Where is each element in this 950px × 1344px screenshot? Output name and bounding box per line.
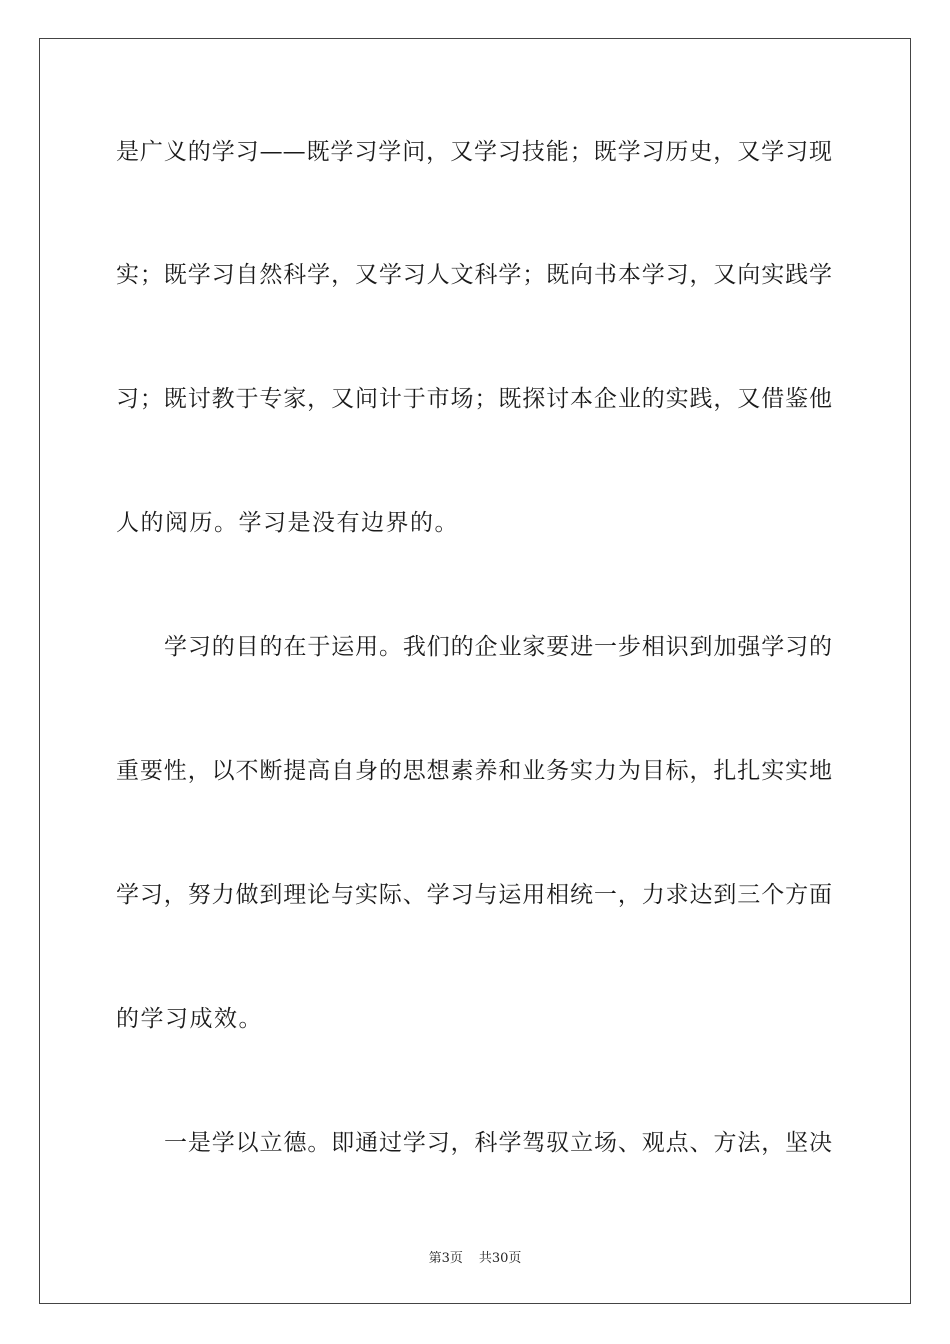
text-line: 是广义的学习——既学习学问，又学习技能；既学习历史，又学习现 xyxy=(116,139,832,165)
page-border xyxy=(39,38,911,1304)
page-number: 第3页 xyxy=(428,1251,463,1266)
page-total: 共30页 xyxy=(478,1251,522,1266)
page-footer xyxy=(0,1247,950,1266)
text-line: 实；既学习自然科学，又学习人文科学；既向书本学习，又向实践学 xyxy=(116,262,832,288)
text-line: 一是学以立德。即通过学习，科学驾驭立场、观点、方法，坚决 xyxy=(164,1130,832,1156)
text-line: 重要性，以不断提高自身的思想素养和业务实力为目标，扎扎实实地 xyxy=(116,758,832,784)
text-line: 的学习成效。 xyxy=(116,1006,263,1032)
text-line: 习；既讨教于专家，又问计于市场；既探讨本企业的实践，又借鉴他 xyxy=(116,386,832,412)
text-line: 学习的目的在于运用。我们的企业家要进一步相识到加强学习的 xyxy=(164,634,832,660)
text-line: 学习，努力做到理论与实际、学习与运用相统一，力求达到三个方面 xyxy=(116,882,832,908)
text-line: 人的阅历。学习是没有边界的。 xyxy=(116,510,459,536)
